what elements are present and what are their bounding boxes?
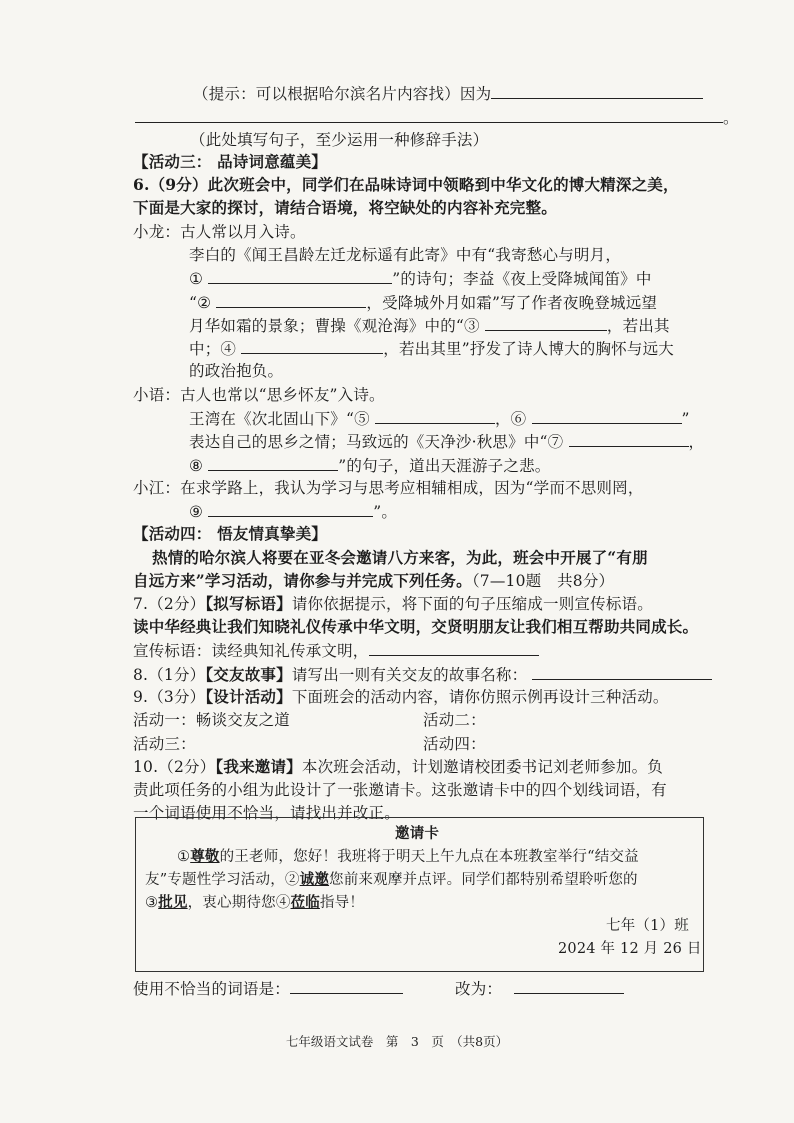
activity-4[interactable]: 活动四： [423,735,486,753]
q7-tag: 【拟写标语】 [205,594,292,613]
xiaoyu-line2: 王湾在《次北固山下》“⑤ ，⑥ ” [189,407,690,430]
answer-blank[interactable] [369,639,539,656]
activity4-intro-1: 热情的哈尔滨人将要在亚冬会邀请八方来客，为此，班会中开展了“有朋 [152,548,648,567]
q7-line: 7.（2分）【拟写标语】请你依据提示，将下面的句子压缩成一则宣传标语。 [133,594,653,613]
q8-tag: 【交友故事】 [205,665,292,684]
activity4-intro-2: 自远方来”学习活动，请你参与并完成下列任务。（7—10题 共8分） [133,571,615,590]
answer-blank-5[interactable] [375,407,495,424]
speaker-label: 小语： [133,386,181,404]
q7-sentence: 读中华经典让我们知晓礼仪传承中华文明，交贤明朋友让我们相互帮助共同成长。 [133,617,699,636]
answer-blank-8[interactable] [208,454,338,471]
xiaojiang-line1: 小江：在求学路上，我认为学习与思考应相辅相成，因为“学而不思则罔， [133,479,644,497]
activity-3[interactable]: 活动三： [133,735,196,753]
activity-1: 活动一：畅谈交友之道 [133,711,291,729]
speaker-label: 小龙： [133,223,181,241]
card-word-3: 批见 [158,894,188,911]
q7-answer: 宣传标语：读经典知礼传承文明， [133,639,539,662]
speaker-label: 小江： [133,479,181,497]
answer-blank[interactable] [135,106,723,123]
answer-blank-2[interactable] [216,291,366,308]
card-title: 邀请卡 [395,825,440,842]
xiaoyu-line4: ⑧ ”的句子，道出天涯游子之悲。 [189,454,550,477]
answer-blank-3[interactable] [485,314,607,331]
correction-blank[interactable] [514,977,624,994]
xiaolong-line2: 李白的《闻王昌龄左迁龙标遥有此寄》中有“我寄愁心与明月， [189,246,622,264]
q10-line3: 一个词语使用不恰当，请找出并改正。 [133,804,400,822]
xiaolong-line5: 月华如霜的景象；曹操《观沧海》中的“③ ，若出其 [189,314,670,337]
activity-2[interactable]: 活动二： [423,711,486,729]
q10-line2: 责此项任务的小组为此设计了一张邀请卡。这张邀请卡中的四个划线词语，有 [133,781,667,799]
xiaolong-line1: 小龙：古人常以月入诗。 [133,223,306,241]
activity4-heading: 【活动四： 悟友情真挚美】 [133,524,327,543]
answer-blank-7[interactable] [569,430,689,447]
q9-tag: 【设计活动】 [205,687,292,706]
q10-correction-line: 改为： [455,977,624,1000]
xiaojiang-line2: ⑨ ”。 [189,500,397,523]
answer-blank-1[interactable] [208,267,392,284]
q6-line1: 6.（9分）此次班会中，同学们在品味诗词中领略到中华文化的博大精深之美， [133,175,679,194]
page-footer: 七年级语文试卷 第 3 页 （共8页） [285,1034,509,1049]
q8-line: 8.（1分）【交友故事】请写出一则有关交友的故事名称： [133,663,712,686]
card-word-4: 莅临 [290,894,320,911]
activity3-heading: 【活动三： 品诗词意蕴美】 [133,152,327,171]
answer-blank-4[interactable] [241,337,383,354]
q6-line2: 下面是大家的探讨，请结合语境，将空缺处的内容补充完整。 [133,198,557,217]
card-line1: ①尊敬的王老师，您好！我班将于明天上午九点在本班教室举行“结交益 [177,848,639,865]
xiaolong-line6: 中；④ ，若出其里”抒发了诗人博大的胸怀与远大 [189,337,674,360]
q10-line: 10.（2分）【我来邀请】本次班会活动，计划邀请校团委书记刘老师参加。负 [133,757,663,776]
card-word-2: 诚邀 [299,871,330,888]
xiaolong-line4: “② ，受降城外月如霜”写了作者夜晚登城远望 [189,291,657,314]
card-signature: 七年（1）班 [606,918,689,934]
answer-blank-9[interactable] [208,500,373,517]
card-date: 2024 年 12 月 26 日 [558,941,702,957]
answer-blank-6[interactable] [532,407,682,424]
card-line3: ③批见，衷心期待您④莅临指导！ [145,894,365,911]
q10-tag: 【我来邀请】 [215,757,302,776]
answer-blank[interactable] [491,82,703,99]
xiaoyu-line1: 小语：古人也常以“思乡怀友”入诗。 [133,386,385,404]
xiaolong-line3: ① ”的诗句；李益《夜上受降城闻笛》中 [189,267,652,290]
card-line2: 友”专题性学习活动，②诚邀您前来观摩并点评。同学们都特别希望聆听您的 [145,871,638,888]
wrong-word-blank[interactable] [290,977,403,994]
hint-line-2: 。 [135,106,739,129]
q10-answer-line: 使用不恰当的词语是： [133,977,403,1000]
answer-blank[interactable] [532,663,712,680]
card-word-1: 尊敬 [190,848,220,865]
xiaoyu-line3: 表达自己的思乡之情；马致远的《天净沙·秋思》中“⑦ ， [189,430,704,453]
q9-line: 9.（3分）【设计活动】下面班会的活动内容，请你仿照示例再设计三种活动。 [133,687,669,706]
xiaolong-line7: 的政治抱负。 [189,362,284,380]
hint-note: （此处填写句子，至少运用一种修辞手法） [190,131,489,149]
hint-line: （提示：可以根据哈尔滨名片内容找）因为 [193,82,703,105]
